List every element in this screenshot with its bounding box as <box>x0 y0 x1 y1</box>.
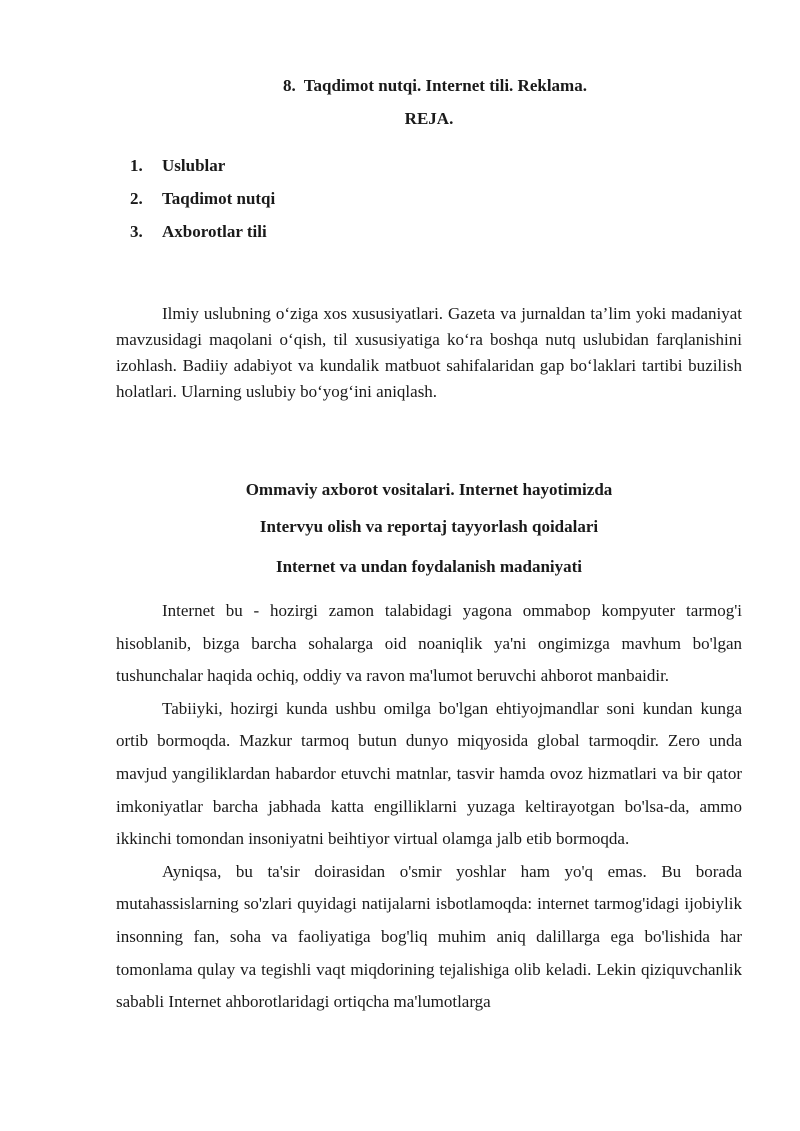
section-heading-internet-culture: Internet va undan foydalanish madaniyati <box>275 557 583 576</box>
plan-item <box>130 188 275 221</box>
body-paragraph: Tabiiyki, hozirgi kunda ushbu omilga bo'lgan ehtiyojmandlar soni kundan kunga ortib bormoqda. Mazkur tarmoq butun dunyo miqyosida global tarmoqdir. Zero unda mavjud yangiliklardan habardor etuvchi matnlar, tasvir hamda ovoz hizmatlari va bir qator imkoniyatlar barcha jabhada katta engilliklarni yuzaga keltirayotgan bo'lsa-da, ammo ikkinchi tomondan insoniyatni beihtiyor virtual olamga jalb etib bormoqda. <box>116 698 742 849</box>
body-text <box>116 595 742 1019</box>
section-heading-interview: Intervyu olish va reportaj tayyorlash qoidalari <box>259 517 599 536</box>
plan-item-label: Uslublar <box>162 156 226 175</box>
plan-item-label: Axborotlar tili <box>162 222 267 241</box>
body-paragraph: Ayniqsa, bu ta'sir doirasidan o'smir yoshlar ham yo'q emas. Bu borada mutahassislarning so'zlari quyidagi natijalarni isbotlamoqda: internet tarmog'idagi ijobiylik insonning fan, soha va faoliyatiga bog'liq muhim aniq dalillarga ega bo'lishida har tomonlama qulay va tegishli vaqt miqdorining tejalishiga olib keladi. Lekin qiziquvchanlik sababli Internet ahborotlaridagi ortiqcha ma'lumotlarga <box>116 861 742 1012</box>
intro-paragraph: Ilmiy uslubning o‘ziga xos xususiyatlari. Gazeta va jurnaldan ta’lim yoki madaniyat mavzusidagi maqolani o‘qish, til xususiyatiga ko‘ra boshqa nutq uslubidan farqlanishini izohlash. Badiiy adabiyot va kundalik matbuot sahifalaridan gap bo‘laklari tartibi buzilish holatlari. Ularning uslubiy bo‘yog‘ini aniqlash. <box>116 304 742 401</box>
plan-item <box>130 221 275 254</box>
plan-item <box>130 155 275 188</box>
plan-heading: REJA. <box>404 109 454 128</box>
plan-item-number: 3. <box>130 222 143 241</box>
plan-list <box>130 155 275 254</box>
plan-item-number: 1. <box>130 156 143 175</box>
section-heading-media: Ommaviy axborot vositalari. Internet hayotimizda <box>245 480 613 499</box>
document-title <box>283 76 587 96</box>
document-title-number: 8. <box>283 76 296 95</box>
plan-item-number: 2. <box>130 189 143 208</box>
body-paragraph: Internet bu - hozirgi zamon talabidagi yagona ommabop kompyuter tarmog'i hisoblanib, bizga barcha sohalarga oid noaniqlik ya'ni ongimizga mavhum bo'lgan tushunchalar haqida ochiq, oddiy va ravon ma'lumot beruvchi ahborot manbaidir. <box>116 601 742 686</box>
plan-item-label: Taqdimot nutqi <box>162 189 276 208</box>
document-title-text: Taqdimot nutqi. Internet tili. Reklama. <box>303 76 587 95</box>
